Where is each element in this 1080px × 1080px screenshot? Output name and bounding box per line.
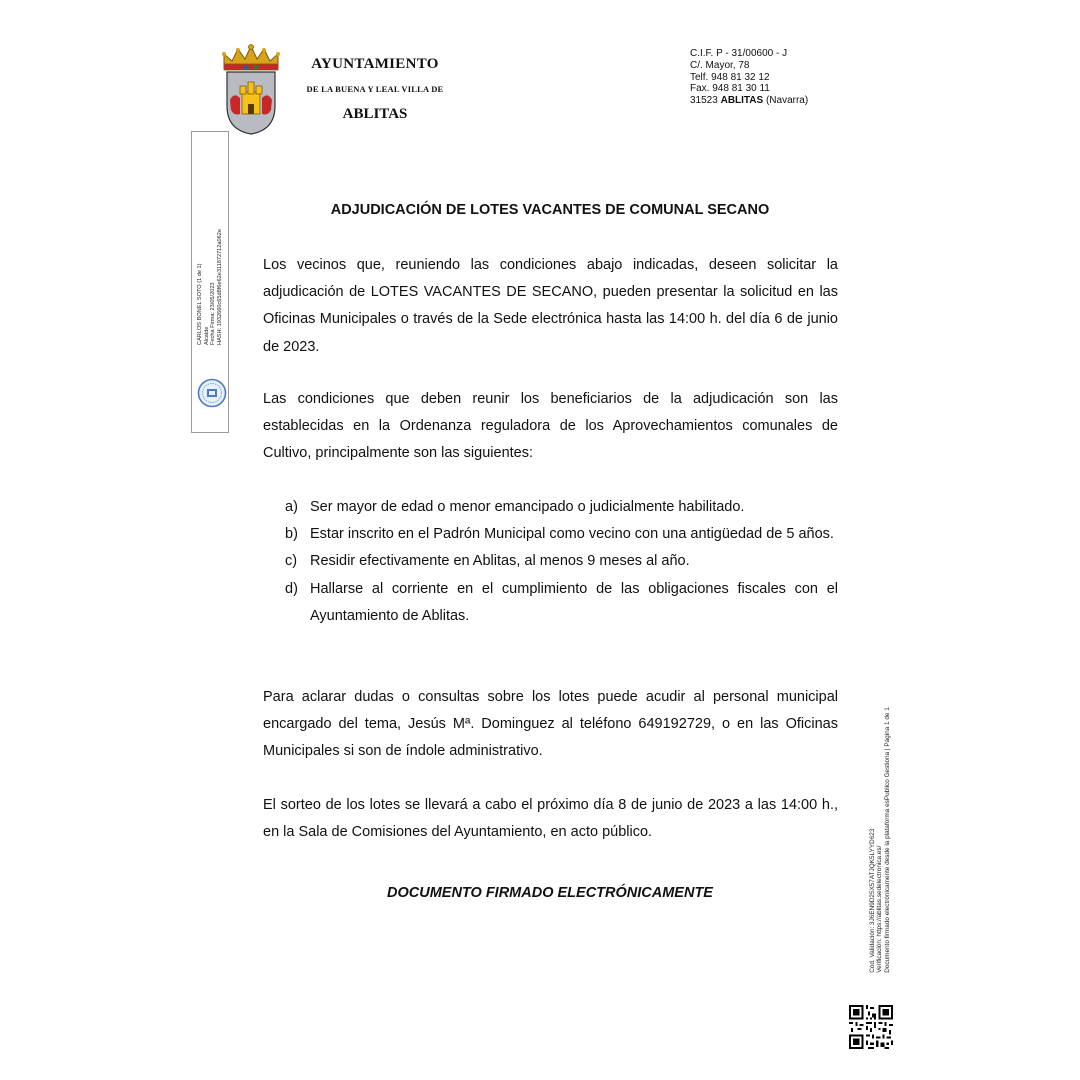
list-marker: c)	[285, 553, 298, 570]
signature-text	[197, 229, 223, 345]
contact-block	[690, 48, 808, 107]
list-text: Ser mayor de edad o menor emancipado o judicialmente habilitado.	[310, 499, 745, 515]
contact-cif: C.I.F. P - 31/00600 - J	[690, 48, 788, 59]
header-subtitle: DE LA BUENA Y LEAL VILLA DE	[306, 84, 444, 94]
signer-role: Alcalde	[203, 326, 210, 345]
paragraph-application: Los vecinos que, reuniendo las condiciones abajo indicadas, deseen solicitar la adjudicación de LOTES VACANTES DE SECANO, pueden presentar la solicitud en las Oficinas Municipales o través de la Sede electrónica hasta las 14:00 h. del día 6 de junio de 2023.	[263, 257, 838, 355]
list-marker: a)	[285, 499, 298, 515]
contact-fax: Fax. 948 81 30 11	[690, 83, 770, 95]
platform-note: Documento firmado electrónicamente desde la plataforma esPublico Gestiona | Página 1 de 1	[883, 707, 891, 973]
signature-seal-icon	[197, 378, 227, 408]
list-item	[285, 521, 838, 548]
document-title: ADJUDICACIÓN DE LOTES VACANTES DE COMUNAL SECANO	[330, 202, 770, 218]
paragraph-contact: Para aclarar dudas o consultas sobre los lotes puede acudir al personal municipal encargado del tema, Jesús Mª. Dominguez al teléfono 649192729, o en las Oficinas Municipales si son de índole administrativo.	[263, 689, 838, 760]
paragraph-draw: El sorteo de los lotes se llevará a cabo el próximo día 8 de junio de 2023 a las 14:00 h., en la Sala de Comisiones del Ayuntamiento, en acto público.	[263, 797, 838, 841]
verification-url: Verificación: https://ablitas.sedelectronica.es/	[876, 845, 884, 973]
list-text: Estar inscrito en el Padrón Municipal como vecino con una antigüedad de 5 años.	[310, 526, 834, 543]
validation-code: Cód. Validación: 3J6EN9D25X57ATJQK5LYYD623	[868, 828, 876, 973]
qr-code-icon	[849, 1005, 893, 1049]
signer-name: CARLOS BONEL SOTO (1 de 1)	[196, 263, 203, 345]
verification-text	[869, 707, 891, 973]
contact-phone: Telf. 948 81 32 12	[690, 71, 770, 83]
signature-date: Fecha Firma: 23/05/2023	[210, 282, 216, 345]
conditions-list	[285, 494, 838, 630]
list-text: Residir efectivamente en Ablitas, al menos 9 meses al año.	[310, 553, 690, 570]
signature-hash: HASH: 1932660c65d8f6e62e311872712a062e	[216, 229, 223, 345]
header-title: AYUNTAMIENTO	[311, 56, 439, 72]
list-marker: d)	[285, 580, 298, 597]
ablitas-coat-of-arms-icon	[218, 44, 284, 136]
contact-address: C/. Mayor, 78	[690, 59, 750, 71]
list-item	[285, 494, 838, 521]
header-town: ABLITAS	[342, 106, 408, 122]
contact-city: 31523 ABLITAS (Navarra)	[690, 95, 809, 107]
list-text: Hallarse al corriente en el cumplimiento de las obligaciones fiscales con el Ayuntamiento de Ablitas.	[310, 580, 838, 624]
paragraph-conditions-intro: Las condiciones que deben reunir los beneficiarios de la adjudicación son las establecidas en la Ordenanza reguladora de los Aprovechamientos comunales de Cultivo, principalmente son las siguientes:	[263, 391, 838, 462]
list-marker: b)	[285, 526, 298, 543]
list-item	[285, 548, 838, 575]
electronic-signature-note: DOCUMENTO FIRMADO ELECTRÓNICAMENTE	[387, 885, 713, 901]
list-item	[285, 576, 838, 630]
